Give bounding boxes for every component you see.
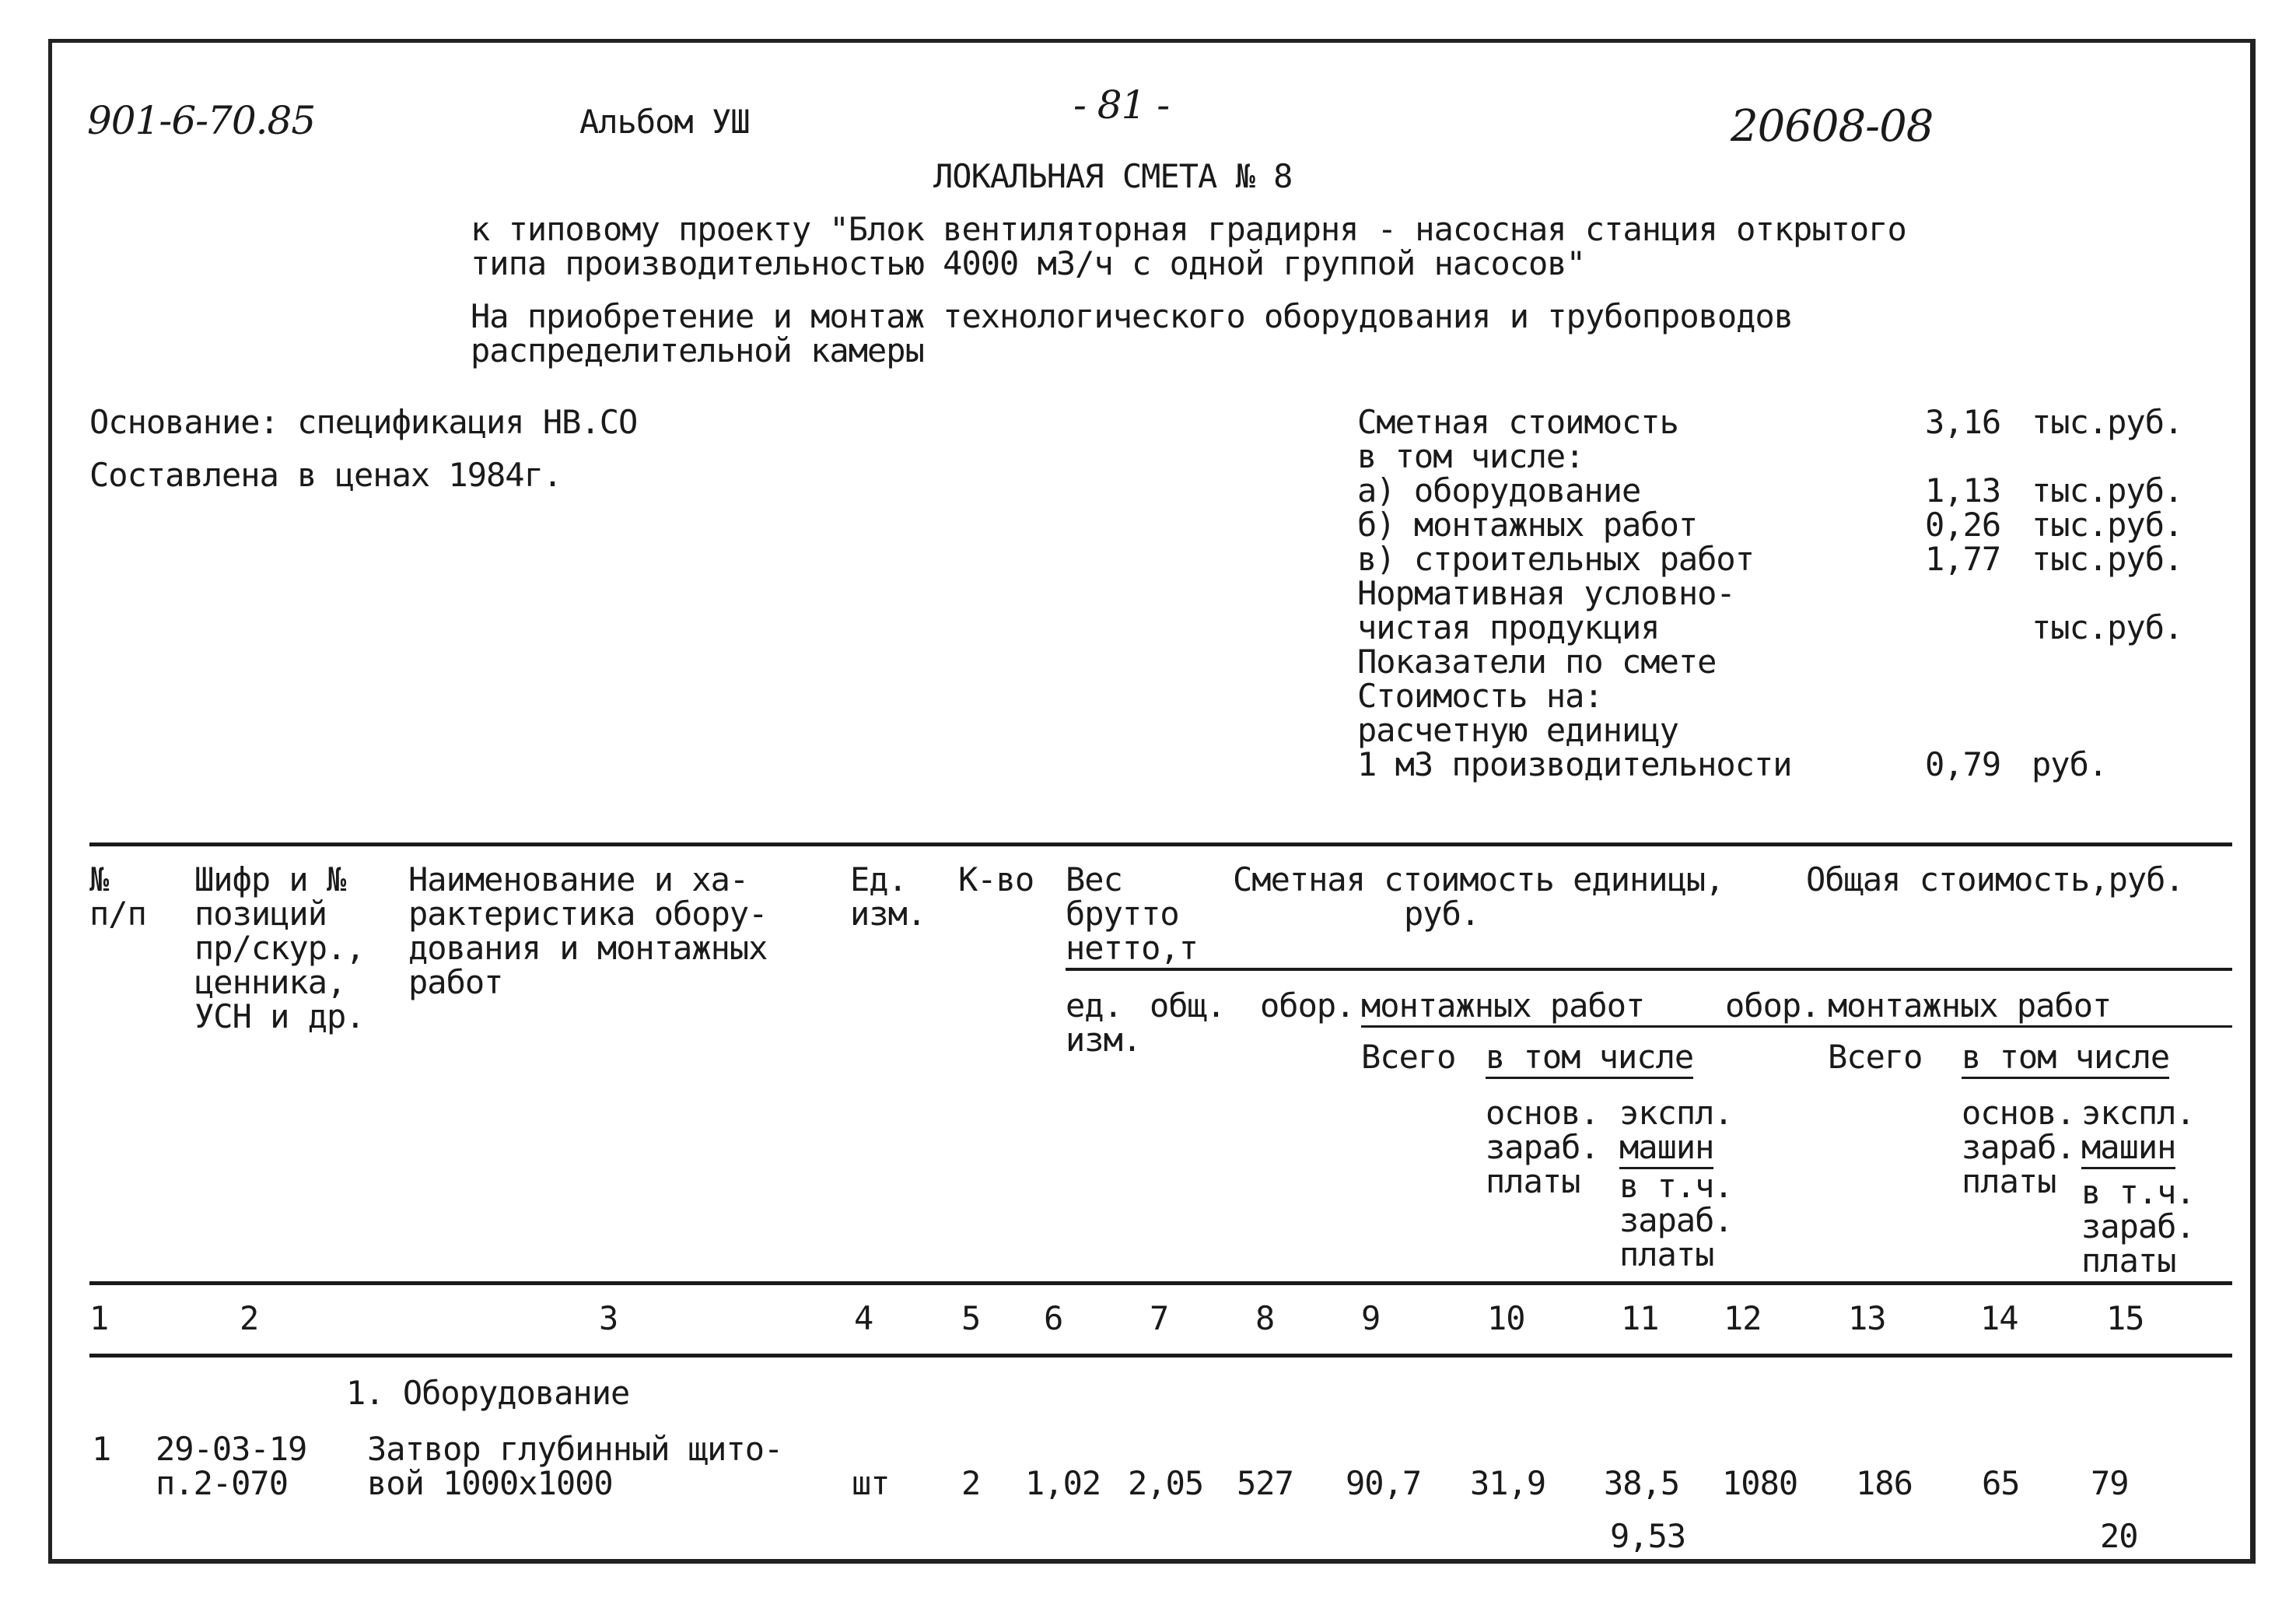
column-number: 15: [2106, 1299, 2144, 1337]
row-mount-unit: 90,7: [1346, 1464, 1422, 1502]
row-mach-wage-unit: 9,53: [1610, 1517, 1686, 1555]
cost-value: 3,16: [1925, 403, 2001, 441]
total-mach-header-3: в т.ч.: [2081, 1173, 2195, 1211]
album-label: Альбом УШ: [579, 103, 750, 141]
page-number: - 81 -: [1073, 82, 1170, 128]
construction-label: в) строительных работ: [1357, 540, 1755, 578]
column-number: 3: [599, 1299, 618, 1337]
unit-mach-header-5: платы: [1619, 1235, 1714, 1273]
equipment-label: а) оборудование: [1357, 471, 1641, 510]
unit-mach-header-1: экспл.: [1619, 1094, 1733, 1132]
col4-header-1: Ед.: [850, 860, 907, 899]
row-code-1: 29-03-19: [156, 1430, 307, 1468]
total-incl-header: в том числе: [1962, 1039, 2169, 1079]
weight-unit-header: ед.: [1066, 986, 1122, 1025]
column-number: 10: [1487, 1299, 1525, 1337]
header-rule-1: [1066, 968, 2232, 971]
cost-unit: тыс.руб.: [2032, 403, 2183, 441]
mounting-label: б) монтажных работ: [1357, 506, 1698, 544]
column-number: 9: [1361, 1299, 1381, 1337]
row-name-2: вой 1000х1000: [367, 1464, 613, 1502]
col2-header-1: Шифр и №: [194, 860, 346, 899]
normative-label-1: Нормативная условно-: [1357, 574, 1735, 612]
row-equip-unit: 527: [1237, 1464, 1293, 1502]
m3-value: 0,79: [1925, 745, 2001, 783]
basis-text: Основание: спецификация НВ.СО: [89, 403, 638, 441]
row-mach-total: 79: [2091, 1464, 2129, 1502]
unit-mach-header-3: в т.ч.: [1619, 1167, 1733, 1205]
unit-cost-header-2: руб.: [1404, 895, 1480, 933]
column-number: 5: [961, 1299, 981, 1337]
prices-text: Составлена в ценах 1984г.: [89, 456, 562, 494]
table-top-rule: [89, 843, 2232, 846]
column-number: 2: [240, 1299, 259, 1337]
mounting-unit: тыс.руб.: [2032, 506, 2183, 544]
weight-header-1: Вес: [1066, 860, 1122, 899]
col4-header-2: изм.: [850, 895, 926, 933]
indicators-label: Показатели по смете: [1357, 643, 1717, 681]
row-mount-total: 186: [1856, 1464, 1913, 1502]
column-number: 1: [89, 1299, 109, 1337]
mounting-value: 0,26: [1925, 506, 2001, 544]
equip-unit-header: обор.: [1260, 986, 1355, 1025]
total-wage-header-3: платы: [1962, 1162, 2056, 1200]
m3-unit: руб.: [2032, 745, 2108, 783]
normative-unit: тыс.руб.: [2032, 608, 2183, 646]
row-quantity: 2: [961, 1464, 981, 1502]
column-number: 7: [1150, 1299, 1169, 1337]
col2-header-2: позиций: [194, 895, 327, 933]
weight-total-header: общ.: [1150, 986, 1226, 1025]
total-mach-header-1: экспл.: [2081, 1094, 2195, 1132]
mount-unit-header: монтажных работ: [1361, 988, 1644, 1028]
row-equip-total: 1080: [1722, 1464, 1798, 1502]
row-wage-total: 65: [1982, 1464, 2020, 1502]
unit-wage-header-3: платы: [1486, 1162, 1580, 1200]
row-name-1: Затвор глубинный щито-: [367, 1430, 783, 1468]
estimate-title: ЛОКАЛЬНАЯ СМЕТА № 8: [933, 157, 1293, 195]
construction-value: 1,77: [1925, 540, 2001, 578]
weight-izm-header: изм.: [1066, 1021, 1142, 1059]
weight-header-3: нетто,т: [1066, 930, 1198, 970]
row-weight-unit: 1,02: [1025, 1464, 1101, 1502]
unit-incl-header: в том числе: [1486, 1039, 1693, 1079]
col1-header-2: п/п: [89, 895, 146, 933]
col1-header-1: №: [89, 860, 109, 899]
construction-unit: тыс.руб.: [2032, 540, 2183, 578]
unit-wage-header-2: зараб.: [1486, 1128, 1599, 1166]
project-description-line1: к типовому проекту "Блок вентиляторная градирня - насосная станция открытого: [471, 210, 1906, 248]
total-wage-header-2: зараб.: [1962, 1128, 2075, 1166]
row-weight-total: 2,05: [1128, 1464, 1204, 1502]
col5-header: К-во: [958, 860, 1034, 899]
column-number: 14: [1980, 1299, 2018, 1337]
weight-header-2: брутто: [1066, 895, 1179, 933]
total-mach-header-4: зараб.: [2081, 1207, 2195, 1245]
unit-label: расчетную единицу: [1357, 711, 1678, 749]
row-wage-unit: 31,9: [1470, 1464, 1546, 1502]
col3-header-1: Наименование и ха-: [408, 860, 749, 899]
row-mach-wage-total: 20: [2100, 1517, 2138, 1555]
col3-header-2: рактеристика обору-: [408, 895, 768, 933]
project-description-line2: типа производительностью 4000 м3/ч с одной группой насосов": [471, 244, 1585, 282]
total-mach-header-5: платы: [2081, 1242, 2176, 1280]
column-number: 12: [1724, 1299, 1762, 1337]
column-number-bottom-rule: [89, 1354, 2232, 1358]
header-rule-2: [1361, 1025, 2232, 1028]
row-number: 1: [92, 1430, 111, 1468]
incl-label: в том числе:: [1357, 437, 1584, 475]
col2-header-3: пр/скур.,: [194, 929, 365, 967]
unit-mach-header-2: машин: [1619, 1130, 1713, 1169]
total-cost-header: Общая стоимость,руб.: [1806, 860, 2184, 899]
total-mach-header-2: машин: [2081, 1130, 2175, 1169]
section-title: 1. Оборудование: [346, 1374, 630, 1412]
column-number: 6: [1044, 1299, 1063, 1337]
equip-total-header: обор.: [1725, 986, 1820, 1025]
doc-number: 20608-08: [1731, 101, 1934, 152]
unit-mach-header-4: зараб.: [1619, 1201, 1733, 1239]
project-code: 901-6-70.85: [87, 98, 316, 143]
purpose-line2: распределительной камеры: [471, 331, 924, 370]
unit-cost-header-1: Сметная стоимость единицы,: [1233, 860, 1724, 899]
equipment-unit: тыс.руб.: [2032, 471, 2183, 510]
cost-on-label: Стоимость на:: [1357, 677, 1603, 715]
col3-header-4: работ: [408, 963, 503, 1001]
column-number: 11: [1621, 1299, 1659, 1337]
column-number: 4: [854, 1299, 873, 1337]
unit-total-header: Всего: [1361, 1038, 1456, 1076]
row-mach-unit: 38,5: [1604, 1464, 1680, 1502]
total-wage-header-1: основ.: [1962, 1094, 2075, 1132]
m3-label: 1 м3 производительности: [1357, 745, 1792, 783]
purpose-line1: На приобретение и монтаж технологического оборудования и трубопроводов: [471, 297, 1794, 335]
mount-total-header: монтажных работ: [1828, 988, 2111, 1028]
row-unit: шт: [852, 1464, 890, 1502]
column-number: 13: [1848, 1299, 1886, 1337]
column-number: 8: [1255, 1299, 1275, 1337]
col2-header-4: ценника,: [194, 963, 346, 1001]
normative-label-2: чистая продукция: [1357, 608, 1660, 646]
col2-header-5: УСН и др.: [194, 997, 365, 1035]
equipment-value: 1,13: [1925, 471, 2001, 510]
total-total-header: Всего: [1828, 1038, 1923, 1076]
unit-wage-header-1: основ.: [1486, 1094, 1599, 1132]
col3-header-3: дования и монтажных: [408, 929, 768, 967]
row-code-2: п.2-070: [156, 1464, 289, 1502]
column-number-top-rule: [89, 1281, 2232, 1285]
cost-label: Сметная стоимость: [1357, 403, 1678, 441]
